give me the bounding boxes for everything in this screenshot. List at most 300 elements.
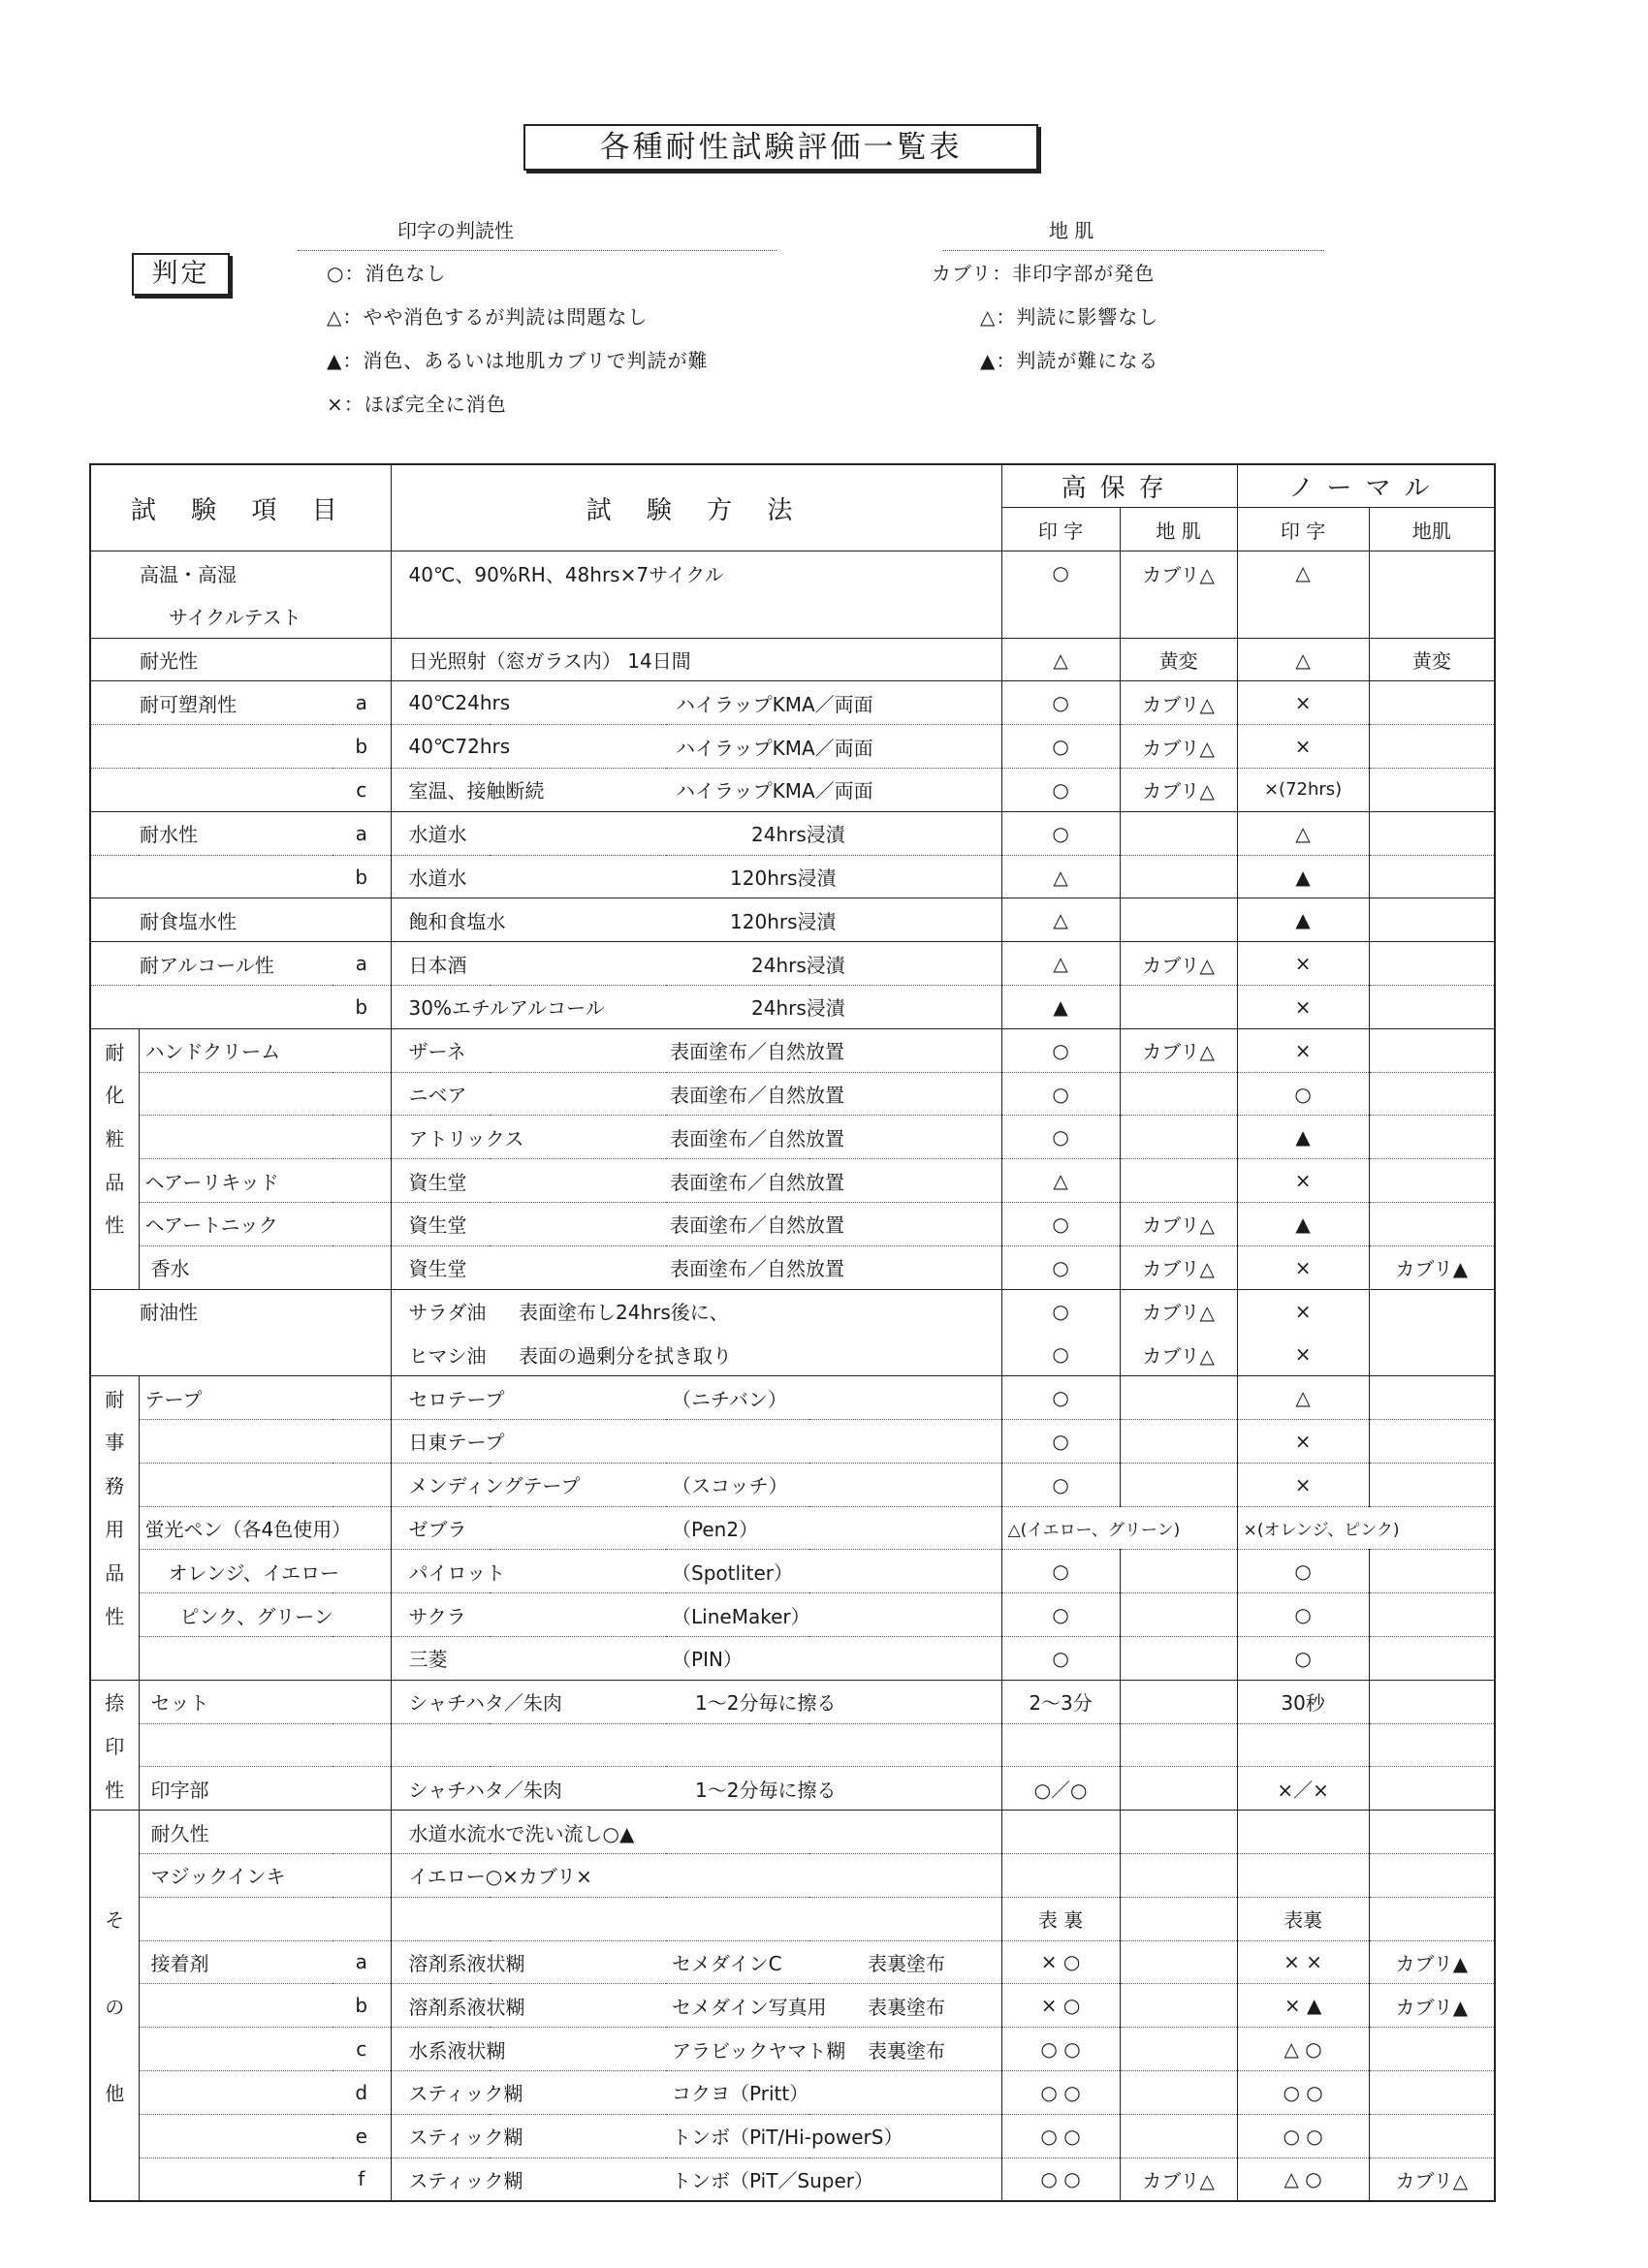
high-skin: カブリ△ [1120,1333,1237,1376]
high-print: ○ [1001,811,1120,855]
header-skin: 地 肌 [1120,508,1237,551]
high-print: △ [1001,855,1120,898]
normal-print: × [1237,1245,1369,1289]
high-print: × ○ [1001,1984,1120,2028]
normal-print: × × [1237,1940,1369,1984]
table-row [90,1811,1495,1854]
high-skin: 黄変 [1120,638,1237,681]
normal-print: ▲ [1237,1203,1369,1246]
high-print: ○ [1001,1593,1120,1637]
high-skin: カブリ△ [1120,769,1237,812]
header-method: 試 験 方 法 [391,464,1001,551]
vertical-label: 品 [90,1159,139,1203]
method: イエロー○×カブリ× [391,1854,1001,1898]
method-detail: 1～2分毎に擦る [666,1767,1001,1811]
normal-print: × [1237,1159,1369,1203]
normal-skin [1369,551,1495,595]
normal-print: ▲ [1237,1116,1369,1159]
header-normal: ノーマル [1237,464,1495,508]
sub-label: b [333,725,391,769]
vertical-label: 耐 [90,1028,139,1072]
page-title: 各種耐性試験評価一覧表 [523,124,1038,171]
method: ゼブラ [391,1506,666,1550]
table-row [90,1072,1495,1116]
normal-print: × [1237,1463,1369,1506]
normal-print: ▲ [1237,855,1369,898]
category-label [139,1463,391,1506]
table-row [90,1506,1495,1550]
normal-print: 30秒 [1237,1680,1369,1723]
table-row [90,1245,1495,1289]
table-row [90,551,1495,595]
vertical-label: 他 [90,2070,139,2114]
high-skin [1120,1072,1237,1116]
method: 飽和食塩水 [391,898,666,942]
category-label: セット [139,1680,391,1723]
table-row [90,1116,1495,1159]
high-print: △ [1001,898,1120,942]
legend-item: ▲：消色、あるいは地肌カブリで判読が難 [327,349,709,372]
high-print: ○ [1001,725,1120,769]
header-item: 試 験 項 目 [90,464,391,551]
item-label: 耐食塩水性 [90,898,391,942]
method-detail: 表面塗布／自然放置 [666,1072,1001,1116]
high-print: ○ [1001,1072,1120,1116]
method-detail: トンボ（PiT／Super） [666,2158,1001,2201]
high-skin: カブリ△ [1120,1289,1237,1333]
normal-skin: カブリ▲ [1369,1940,1495,1984]
method-detail: 表面塗布／自然放置 [666,1028,1001,1072]
sub-label: f [333,2158,391,2201]
normal-print: ×／× [1237,1767,1369,1811]
legend-item: カブリ：非印字部が発色 [932,262,1156,285]
table-row [90,1854,1495,1898]
table-row [90,1940,1495,1984]
high-skin: カブリ△ [1120,1203,1237,1246]
high-print: ○ [1001,1420,1120,1464]
item-label: 耐光性 [90,638,391,681]
method-detail: 24hrs浸漬 [666,942,1001,986]
divider [298,250,776,251]
normal-print: ○ [1237,1637,1369,1681]
high-print: 2～3分 [1001,1680,1120,1723]
category-label: 香水 [139,1245,391,1289]
normal-print: ▲ [1237,898,1369,942]
normal-print: △ [1237,1376,1369,1420]
header-high: 高保存 [1001,464,1237,508]
method: 溶剤系液状糊 [391,1984,666,2028]
table-row [90,1767,1495,1811]
high-skin: カブリ△ [1120,2158,1237,2201]
table-row [90,855,1495,898]
sub-label: b [333,986,391,1029]
method-detail: 表面の過剰分を拭き取り [490,1333,1001,1376]
method: スティック糊 [391,2114,666,2158]
method-detail: ハイラップKMA／両面 [666,681,1001,725]
legend-item: △：判読に影響なし [980,305,1159,329]
method-detail [666,1420,1001,1464]
sub-label: e [333,2114,391,2158]
high-print: △ [1001,1159,1120,1203]
method-detail: ハイラップKMA／両面 [666,725,1001,769]
method: シャチハタ／朱肉 [391,1680,666,1723]
table-row [90,2158,1495,2201]
normal-skin [1369,986,1495,1029]
normal-print: △ [1237,551,1369,595]
method-detail: 120hrs浸漬 [666,898,1001,942]
category-label [139,1637,391,1681]
method: サクラ [391,1593,666,1637]
item-label: 耐アルコール性 [90,942,333,986]
sub-label: b [333,855,391,898]
table-row [90,1376,1495,1420]
table-row [90,986,1495,1029]
normal-skin: カブリ▲ [1369,1245,1495,1289]
normal-skin [1369,1028,1495,1072]
category-label: 印字部 [139,1767,391,1811]
vertical-label: 性 [90,1767,139,1811]
method-detail: コクヨ（Pritt） [666,2070,1001,2114]
high-print: ○ [1001,681,1120,725]
normal-skin [1369,2114,1495,2158]
table-row [90,1289,1495,1333]
method: 日本酒 [391,942,666,986]
vertical-label: 事 [90,1420,139,1464]
normal-print: × [1237,986,1369,1029]
normal-skin [1369,811,1495,855]
method-detail: 24hrs浸漬 [666,986,1001,1029]
high-print: ○ [1001,1116,1120,1159]
high-print: ○ ○ [1001,2028,1120,2071]
normal-skin [1369,725,1495,769]
normal-print: × ▲ [1237,1984,1369,2028]
method: シャチハタ／朱肉 [391,1767,666,1811]
method-detail: セメダインC [666,1940,809,1984]
method: サラダ油 [408,1301,487,1325]
method: 40℃72hrs [391,725,666,769]
high-skin: カブリ△ [1120,1028,1237,1072]
method-detail: トンボ（PiT/Hi-powerS） [666,2114,1001,2158]
method: 資生堂 [391,1245,666,1289]
normal-print: × [1237,942,1369,986]
normal-print: △ ○ [1237,2158,1369,2201]
method: 室温、接触断続 [391,769,666,812]
item-label: 耐水性 [90,811,333,855]
legend-item: ○：消色なし [327,262,447,285]
normal-skin [1369,2070,1495,2114]
method: ザーネ [391,1028,666,1072]
sub-label: b [333,1984,391,2028]
table-row [90,942,1495,986]
normal-print: △ [1237,638,1369,681]
table-row [90,1593,1495,1637]
method: セロテープ [391,1376,666,1420]
category-label: 蛍光ペン（各4色使用） [139,1506,391,1550]
method: スティック糊 [408,2168,523,2192]
normal-print: × [1237,725,1369,769]
normal-skin [1369,1072,1495,1116]
method-detail: （Pen2） [666,1506,1001,1550]
table-row [90,1723,1495,1767]
vertical-label: 化 [90,1072,139,1116]
high-skin [1120,986,1237,1029]
method-detail: 表面塗布／自然放置 [666,1116,1001,1159]
method: 水道水 [391,855,666,898]
high-print: ○ [1001,1637,1120,1681]
category-label: マジックインキ [139,1854,391,1898]
sub-label: c [333,2028,391,2071]
high-skin [1120,855,1237,898]
normal-skin: カブリ▲ [1369,1984,1495,2028]
normal-skin [1369,898,1495,942]
high-print: ○ [1001,1289,1120,1333]
table-row [90,1203,1495,1246]
high-skin [1120,2070,1237,2114]
sub-label: a [333,1940,391,1984]
header-row [90,464,1495,508]
high-print: ○ [1001,551,1120,595]
table-row [90,1550,1495,1593]
header-print: 印 字 [1001,508,1120,551]
table-row [90,1680,1495,1723]
method: 日東テープ [391,1420,666,1464]
table-row [90,1984,1495,2028]
method: 水道水 [391,811,666,855]
method: スティック糊 [391,2070,666,2114]
normal-print: △ [1237,811,1369,855]
category-label: 耐久性 [139,1811,391,1854]
category-label: ヘアートニック [139,1203,391,1246]
high-print: ○ [1001,1203,1120,1246]
evaluation-table [89,463,1496,2202]
method: 水系液状糊 [391,2028,666,2071]
table-row [90,2028,1495,2071]
category-label: ハンドクリーム [139,1028,391,1072]
legend-item: ▲：判読が難になる [980,349,1159,372]
table-row [90,1420,1495,1464]
print-legend-header: 印字の判読性 [397,219,514,242]
category-label: オレンジ、イエロー [139,1550,391,1593]
method-detail: 表面塗布／自然放置 [666,1203,1001,1246]
normal-print: ○ [1237,1072,1369,1116]
vertical-label: の [90,1984,139,2028]
sub-label: d [333,2070,391,2114]
judgement-label: 判定 [132,253,230,296]
high-print: ○ [1001,769,1120,812]
vertical-label: 務 [90,1463,139,1506]
normal-print: ○ [1237,1593,1369,1637]
sub-label: a [333,942,391,986]
high-print: ○ [1001,1463,1120,1506]
high-skin: カブリ△ [1120,551,1237,595]
method: 資生堂 [391,1203,666,1246]
table-row [90,898,1495,942]
legend-item: ×：ほぼ完全に消色 [327,393,507,416]
method: 40℃、90%RH、48hrs×7サイクル [391,551,1001,595]
normal-skin [1369,769,1495,812]
method: 溶剤系液状糊 [391,1940,666,1984]
front-back-header: 表 裏 [1001,1897,1120,1940]
high-print: △(イエロー、グリーン) [1001,1506,1237,1550]
normal-print: × [1237,1420,1369,1464]
method-detail: （LineMaker） [666,1593,1001,1637]
vertical-label: 捺 [90,1680,139,1723]
table-row [90,2070,1495,2114]
header-skin: 地肌 [1369,508,1495,551]
vertical-label: 粧 [90,1116,139,1159]
legend-item: △：やや消色するが判読は問題なし [327,305,649,329]
normal-skin [1369,1203,1495,1246]
method-detail: （PIN） [666,1637,1001,1681]
normal-print: × [1237,1028,1369,1072]
normal-print: × [1237,681,1369,725]
normal-print: ○ [1237,1550,1369,1593]
method-detail: 24hrs浸漬 [666,811,1001,855]
high-skin [1120,2114,1237,2158]
normal-print: ×(オレンジ、ピンク) [1237,1506,1495,1550]
method-note: 表裏塗布 [809,1984,1001,2028]
high-print: ○／○ [1001,1767,1120,1811]
method-detail: ハイラップKMA／両面 [666,769,1001,812]
high-print: ○ [1001,1550,1120,1593]
method-detail: アラビックヤマト糊 [666,2028,809,2071]
table-row [90,1159,1495,1203]
method-detail: セメダイン写真用 [666,1984,809,2028]
item-label: 耐可塑剤性 [90,681,333,725]
category-label: テープ [139,1376,391,1420]
normal-skin [1369,855,1495,898]
table-row [90,725,1495,769]
table-row [90,594,1495,638]
vertical-label: 性 [90,1203,139,1246]
sub-label: a [333,811,391,855]
category-label [139,1072,391,1116]
normal-skin: カブリ△ [1395,2168,1469,2192]
method: ニベア [391,1072,666,1116]
high-skin [1120,1984,1237,2028]
vertical-label: 性 [90,1593,139,1637]
skin-legend-header: 地 肌 [1049,219,1094,242]
method: メンディングテープ [391,1463,666,1506]
table-row [90,2114,1495,2158]
category-label [139,1420,391,1464]
table-row [90,769,1495,812]
vertical-label: 品 [90,1550,139,1593]
category-label: 接着剤 [139,1940,333,1984]
high-skin [1120,2028,1237,2071]
method-note: 表裏塗布 [809,1940,1001,1984]
method-detail: 1～2分毎に擦る [666,1680,1001,1723]
high-skin: カブリ△ [1120,725,1237,769]
method-detail: 120hrs浸漬 [666,855,1001,898]
vertical-label: そ [90,1897,139,1940]
high-print: ○ ○ [1001,2114,1120,2158]
normal-skin [1369,942,1495,986]
method: アトリックス [391,1116,666,1159]
method-detail: （スコッチ） [666,1463,1001,1506]
vertical-label: 耐 [90,1376,139,1420]
normal-skin: 黄変 [1369,638,1495,681]
method: ヒマシ油 [391,1333,490,1376]
item-label: 耐油性 [90,1289,391,1333]
table-row [90,1897,1495,1940]
method-detail: （ニチバン） [666,1376,1001,1420]
table-row [90,681,1495,725]
method-detail: 表面塗布し24hrs後に、 [490,1289,1001,1333]
category-label: ピンク、グリーン [139,1593,391,1637]
high-print: ○ [1001,1028,1120,1072]
vertical-label: 用 [90,1506,139,1550]
high-skin [1120,811,1237,855]
front-back-header: 表裏 [1237,1897,1369,1940]
high-print: ○ ○ [1001,2158,1120,2201]
high-skin [1120,1940,1237,1984]
method-detail: （Spotliter） [666,1550,1001,1593]
normal-print: △ ○ [1237,2028,1369,2071]
category-label [139,1116,391,1159]
high-skin: カブリ△ [1120,1245,1237,1289]
method: 日光照射（窓ガラス内） 14日間 [391,638,1001,681]
high-print: × ○ [1001,1940,1120,1984]
table-row [90,1028,1495,1072]
method: 資生堂 [391,1159,666,1203]
normal-skin [1369,681,1495,725]
sub-label: c [333,769,391,812]
high-skin [1120,1116,1237,1159]
category-label: ヘアーリキッド [139,1159,391,1203]
method: 30%エチルアルコール [391,986,666,1029]
high-skin [1120,898,1237,942]
method: 40℃24hrs [391,681,666,725]
item-label: 高温・高湿 [90,551,391,595]
normal-skin [1369,1116,1495,1159]
table-row [90,811,1495,855]
table-row [90,638,1495,681]
table-row [90,1637,1495,1681]
normal-print: ○ ○ [1237,2070,1369,2114]
normal-skin [1369,2028,1495,2071]
high-print: ▲ [1001,986,1120,1029]
normal-print: × [1237,1289,1369,1333]
item-label: サイクルテスト [90,594,391,638]
normal-skin [1369,1159,1495,1203]
method-note: 表裏塗布 [809,2028,1001,2071]
high-skin: カブリ△ [1120,942,1237,986]
method-detail: 表面塗布／自然放置 [666,1245,1001,1289]
high-print: ○ [1001,1333,1120,1376]
high-print: △ [1001,942,1120,986]
method-detail: 表面塗布／自然放置 [666,1159,1001,1203]
table-row [90,1333,1495,1376]
normal-print: ×(72hrs) [1237,769,1369,812]
high-print: ○ [1001,1245,1120,1289]
sub-label: a [333,681,391,725]
divider [943,250,1324,251]
method: 水道水流水で洗い流し○▲ [391,1811,1001,1854]
normal-print: × [1237,1333,1369,1376]
high-skin [1120,1159,1237,1203]
high-skin: カブリ△ [1120,681,1237,725]
table-row [90,1463,1495,1506]
header-print: 印 字 [1237,508,1369,551]
high-print: ○ ○ [1001,2070,1120,2114]
method: パイロット [391,1550,666,1593]
high-print: △ [1001,638,1120,681]
high-print: ○ [1001,1376,1120,1420]
method: 三菱 [391,1637,666,1681]
normal-print: ○ ○ [1237,2114,1369,2158]
vertical-label: 印 [90,1723,139,1767]
